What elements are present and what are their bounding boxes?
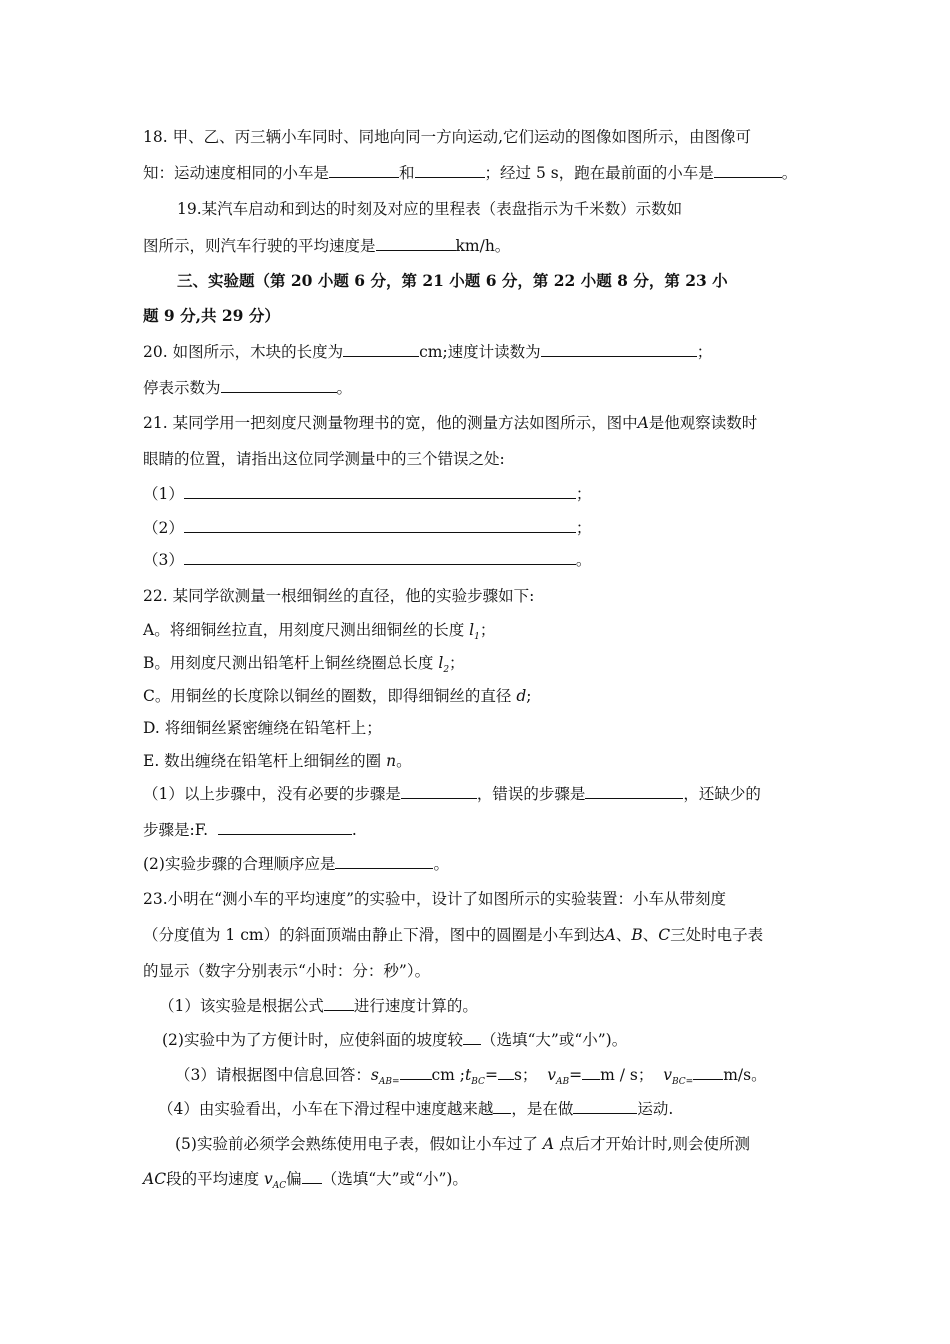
q22-var: d <box>516 687 527 705</box>
q23-text: 、 <box>615 926 632 944</box>
q20-text: 停表示数为 <box>143 379 221 397</box>
q23-text: cm ; <box>431 1066 466 1084</box>
q22-intro: 22. 某同学欲测量一根细铜丝的直径，他的实验步骤如下: <box>143 587 535 605</box>
q22-text: B。用刻度尺测出铅笔杆上铜丝绕圈总长度 <box>143 654 434 672</box>
q23-text: （选填“大”或“小”)。 <box>480 1031 628 1049</box>
q20-text: cm;速度计读数为 <box>419 343 541 361</box>
q18-line2 <box>143 163 797 183</box>
q23-part2 <box>162 1030 627 1050</box>
q23-blank-motion[interactable] <box>573 1099 637 1114</box>
q23-text: （4）由实验看出，小车在下滑过程中速度越来越 <box>158 1100 494 1118</box>
q21-item-3 <box>143 550 591 570</box>
q23-text: （3）请根据图中信息回答： <box>175 1066 371 1084</box>
q22-text: 。 <box>433 855 449 873</box>
q19-text: 图所示，则汽车行驶的平均速度是 <box>143 237 376 255</box>
q20-text: 。 <box>336 379 353 397</box>
q23-blank-slope[interactable] <box>463 1030 481 1045</box>
q22-var: n <box>386 752 397 770</box>
q20-line1 <box>143 342 712 362</box>
q22-text: （1）以上步骤中，没有必要的步骤是 <box>143 785 401 803</box>
q21-blank-2[interactable] <box>184 518 576 533</box>
q23-text: 进行速度计算的。 <box>353 997 478 1015</box>
section3-heading-line1: 三、实验题（第 20 小题 6 分，第 21 小题 6 分，第 22 小题 8 分，第 23 小 <box>177 271 728 290</box>
q23-sub: BC= <box>672 1077 694 1088</box>
q23-text: m / s； <box>600 1066 654 1084</box>
q21-item-1 <box>143 484 591 504</box>
q23-line1: 23.小明在“测小车的平均速度”的实验中，设计了如图所示的实验装置：小车从带刻度 <box>143 890 727 908</box>
q23-text: 运动. <box>637 1100 674 1118</box>
q22-step-b <box>143 653 465 680</box>
q23-blank-bias[interactable] <box>302 1169 322 1184</box>
q19-line1: 19.某汽车启动和到达的时刻及对应的里程表（表盘指示为千米数）示数如 <box>177 200 683 218</box>
q23-text: = <box>569 1066 583 1084</box>
q23-blank-tbc[interactable] <box>498 1065 514 1080</box>
q18-blank-1[interactable] <box>329 163 399 178</box>
q22-step-a <box>143 620 495 647</box>
q22-text: ; <box>526 687 532 705</box>
q23-blank-vab[interactable] <box>582 1065 600 1080</box>
q21-item-label: （2） <box>143 519 184 537</box>
q23-var: s <box>370 1066 379 1084</box>
q22-text: ，还缺少的 <box>683 785 761 803</box>
q22-sub: 2 <box>443 665 450 676</box>
q21-line2: 眼睛的位置，请指出这位同学测量中的三个错误之处: <box>143 450 505 468</box>
q18-text: 和 <box>399 164 415 182</box>
q20-blank-speed[interactable] <box>541 342 697 357</box>
q22-part1-line1 <box>143 784 761 804</box>
q21-line1 <box>143 413 757 433</box>
q19-blank[interactable] <box>376 236 456 251</box>
q18-line1: 18. 甲、乙、丙三辆小车同时、同地向同一方向运动,它们运动的图像如图所示，由图像可 <box>143 128 752 146</box>
q23-var: v <box>264 1170 273 1188</box>
q23-var: t <box>465 1066 472 1084</box>
q20-blank-length[interactable] <box>343 342 419 357</box>
q22-var: l <box>469 621 475 639</box>
q21-item-end: ； <box>575 485 592 503</box>
q23-line2 <box>143 925 763 945</box>
q19-line2 <box>143 236 510 256</box>
q23-text: 段的平均速度 <box>166 1170 260 1188</box>
q23-sub: BC <box>471 1077 485 1088</box>
q23-text: 三处时电子表 <box>670 926 764 944</box>
q22-var: l <box>438 654 444 672</box>
q22-text: ； <box>479 621 496 639</box>
q23-text: ，是在做 <box>511 1100 574 1118</box>
q20-line2 <box>143 378 352 398</box>
q22-part1-line2 <box>143 820 357 840</box>
q22-blank-missing[interactable] <box>218 820 352 835</box>
q23-var: A <box>604 926 616 944</box>
q23-sub: AC <box>272 1181 287 1192</box>
q22-blank-order[interactable] <box>335 854 433 869</box>
q22-part2 <box>143 854 449 874</box>
q22-text: C。用铜丝的长度除以铜丝的圈数，即得细铜丝的直径 <box>143 687 512 705</box>
q21-text: 是他观察读数时 <box>648 414 758 432</box>
q21-item-end: 。 <box>575 551 592 569</box>
q23-part3 <box>175 1065 767 1092</box>
q23-blank-vbc[interactable] <box>693 1065 723 1080</box>
q21-var: A <box>637 414 649 432</box>
q23-text: s； <box>513 1066 538 1084</box>
q23-var: C <box>658 926 671 944</box>
q21-item-label: （3） <box>143 551 184 569</box>
q23-text: m/s。 <box>723 1066 767 1084</box>
q23-sub: AB <box>556 1077 570 1088</box>
q23-text: 、 <box>642 926 659 944</box>
q22-blank-wrong[interactable] <box>585 784 683 799</box>
q23-text: (2)实验中为了方便计时，应使斜面的坡度较 <box>162 1031 463 1049</box>
q21-blank-3[interactable] <box>184 550 576 565</box>
q23-text: = <box>484 1066 498 1084</box>
section3-heading-line2: 题 9 分,共 29 分） <box>143 306 280 325</box>
q20-blank-stopwatch[interactable] <box>221 378 337 393</box>
q22-step-c <box>143 686 531 706</box>
q23-text: (5)实验前必须学会熟练使用电子表，假如让小车过了 <box>175 1135 538 1153</box>
q23-blank-sab[interactable] <box>400 1065 432 1080</box>
q22-text: . <box>351 821 357 839</box>
q18-text: ；经过 5 s，跑在最前面的小车是 <box>484 164 714 182</box>
q22-text: (2)实验步骤的合理顺序应是 <box>143 855 336 873</box>
q23-part4 <box>158 1099 673 1119</box>
q20-text: 20. 如图所示，木块的长度为 <box>143 343 344 361</box>
q22-text: ； <box>449 654 465 672</box>
q18-blank-2[interactable] <box>415 163 485 178</box>
q23-part5-line2 <box>143 1169 468 1196</box>
q23-sub: AB= <box>378 1077 400 1088</box>
q23-text: 偏 <box>286 1170 302 1188</box>
q21-text: 21. 某同学用一把刻度尺测量物理书的宽，他的测量方法如图所示，图中 <box>143 414 638 432</box>
q23-part1 <box>159 996 478 1016</box>
q22-step-d: D. 将细铜丝紧密缠绕在铅笔杆上； <box>143 719 382 737</box>
q23-text: 点后才开始计时,则会使所测 <box>559 1135 750 1153</box>
q21-blank-1[interactable] <box>184 484 576 499</box>
q22-text: 步骤是:F. <box>143 821 208 839</box>
q20-text: ； <box>696 343 713 361</box>
q22-text: A。将细铜丝拉直，用刻度尺测出细铜丝的长度 <box>143 621 465 639</box>
q22-text: E. 数出缠绕在铅笔杆上细铜丝的圈 <box>143 752 382 770</box>
q21-item-label: （1） <box>143 485 184 503</box>
q23-blank-formula[interactable] <box>324 996 354 1011</box>
q21-item-2 <box>143 518 591 538</box>
q22-text: 。 <box>396 752 412 770</box>
q23-blank-faster[interactable] <box>493 1099 511 1114</box>
q23-var: v <box>547 1066 557 1084</box>
q23-text: （选填“大”或“小”)。 <box>321 1170 468 1188</box>
q23-var: AC <box>143 1170 167 1188</box>
q18-blank-3[interactable] <box>714 163 782 178</box>
q19-text: km/h。 <box>455 237 511 255</box>
q23-text: （分度值为 1 cm）的斜面顶端由静止下滑，图中的圆圈是小车到达 <box>143 926 605 944</box>
q23-part5-line1 <box>175 1134 750 1154</box>
q23-line3: 的显示（数字分别表示“小时：分：秒”）。 <box>143 962 431 980</box>
q22-step-e <box>143 751 412 771</box>
q21-item-end: ； <box>575 519 592 537</box>
q23-text: （1）该实验是根据公式 <box>159 997 324 1015</box>
q23-var: A <box>542 1135 555 1153</box>
q22-sub: 1 <box>474 632 480 643</box>
q23-var: v <box>663 1066 673 1084</box>
q18-text: 知：运动速度相同的小车是 <box>143 164 330 182</box>
q22-text: ，错误的步骤是 <box>476 785 586 803</box>
q23-var: B <box>631 926 643 944</box>
q22-blank-unneeded[interactable] <box>401 784 477 799</box>
q18-text: 。 <box>781 164 798 182</box>
